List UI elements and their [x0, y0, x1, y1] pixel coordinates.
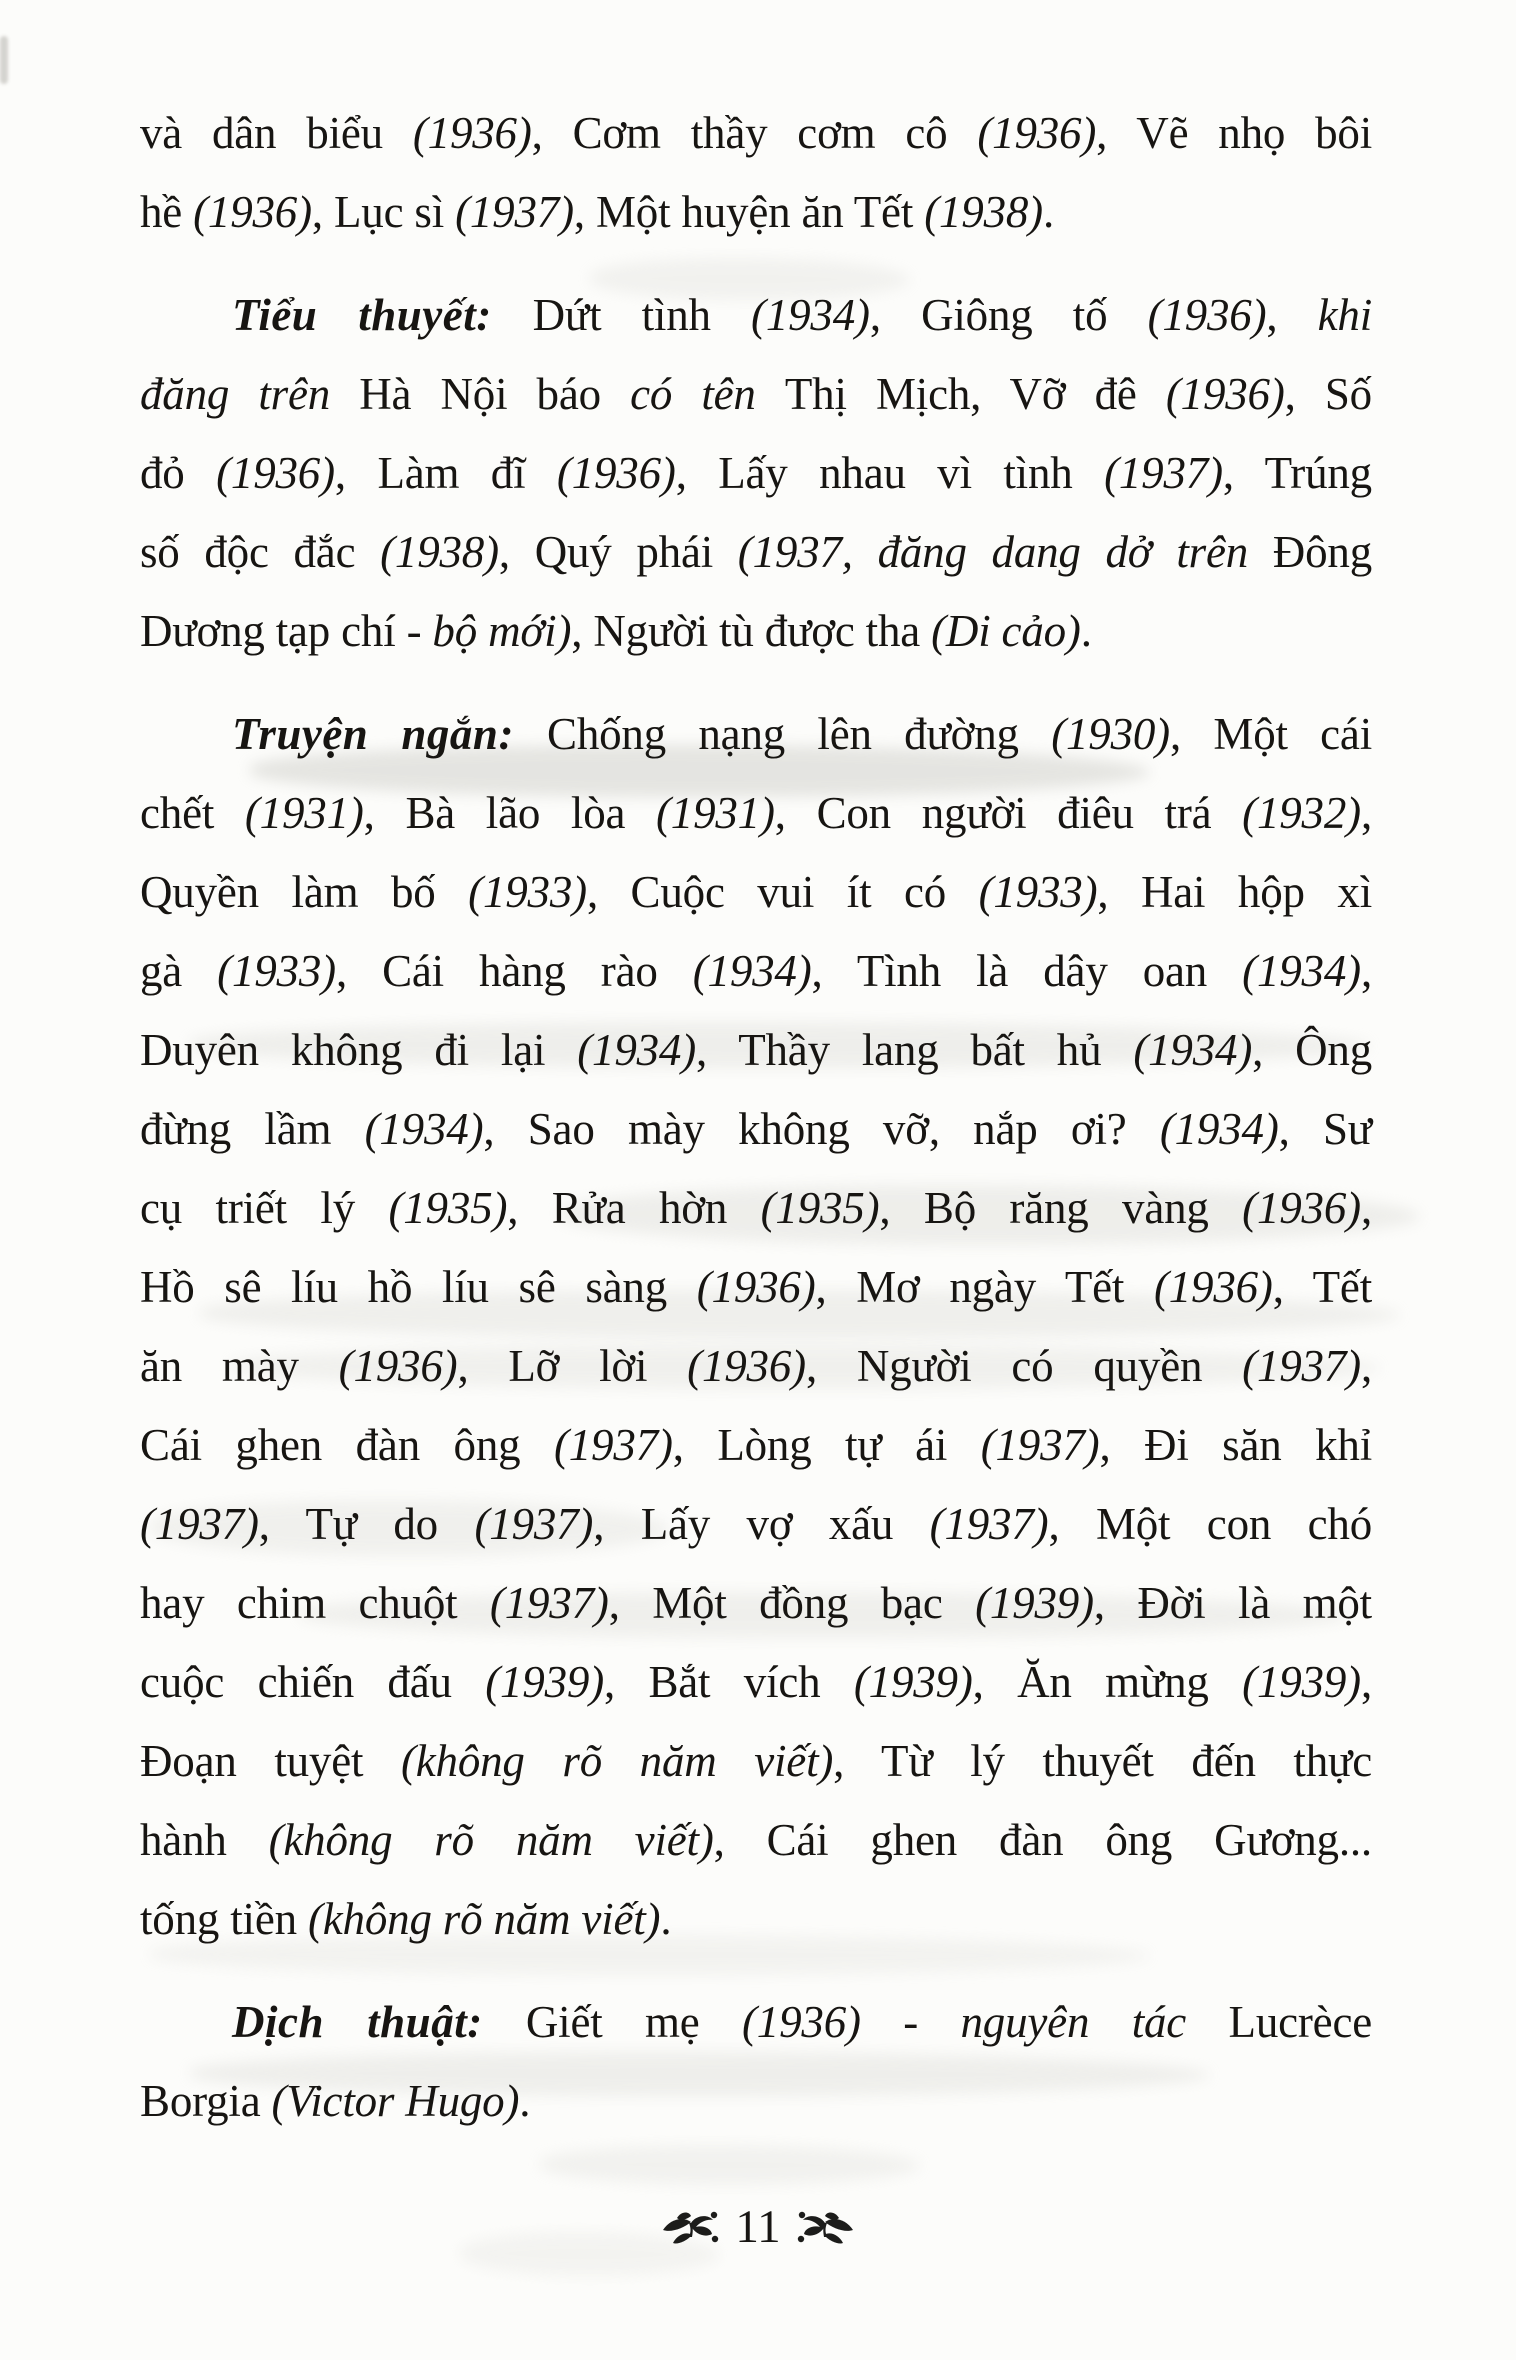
text-segment: Quyền làm bố: [140, 867, 469, 917]
text-segment: khi: [1317, 290, 1373, 340]
text-segment: Borgia: [140, 2076, 272, 2126]
text-segment: bộ mới): [432, 606, 572, 656]
text-segment: (1930): [1051, 709, 1170, 759]
text-segment: , Một cái: [1169, 709, 1372, 759]
text-segment: , Một huyện ăn Tết: [573, 187, 925, 237]
text-segment: (1934): [1133, 1025, 1253, 1075]
text-segment: (1934): [751, 290, 870, 340]
text-segment: đăng trên: [140, 369, 360, 419]
text-segment: Đông: [1272, 527, 1372, 577]
text-line: [140, 1090, 1372, 1169]
text-segment: (1939): [485, 1657, 604, 1707]
text-segment: .: [1080, 606, 1092, 656]
text-segment: nguyên tác: [960, 1997, 1229, 2047]
text-segment: -: [860, 1997, 961, 2047]
text-segment: , Mơ ngày Tết: [815, 1262, 1154, 1312]
text-segment: (1933): [217, 946, 336, 996]
text-line: [140, 1248, 1372, 1327]
text-segment: cuộc chiến đấu: [140, 1657, 486, 1707]
text-segment: , Bắt vích: [604, 1657, 854, 1707]
text-segment: (1934): [1242, 946, 1361, 996]
text-line: [140, 774, 1372, 853]
text-segment: và dân biểu: [140, 108, 413, 158]
text-segment: (1936): [338, 1341, 458, 1391]
text-segment: (1932): [1242, 788, 1361, 838]
text-segment: .: [519, 2076, 531, 2126]
floral-fleuron-right-icon: [797, 2210, 855, 2250]
text-segment: (1933): [468, 867, 587, 917]
text-line: [140, 1169, 1372, 1248]
text-segment: (Di cảo): [931, 606, 1081, 656]
text-segment: (1936): [687, 1341, 806, 1391]
text-segment: (1939): [853, 1657, 973, 1707]
text-line: [140, 434, 1372, 513]
text-segment: ,: [1360, 788, 1372, 838]
text-segment: (1937): [455, 187, 574, 237]
text-segment: , Lỡ lời: [457, 1341, 688, 1391]
text-segment: Thị Mịch, Vỡ đê: [784, 369, 1166, 419]
scan-smudge: [540, 2145, 920, 2185]
text-segment: , Quý phái: [498, 527, 738, 577]
text-segment: (không rõ năm viết): [307, 1894, 661, 1944]
text-segment: ,: [1360, 1341, 1372, 1391]
text-line: [140, 592, 1372, 671]
text-line: [140, 1722, 1372, 1801]
text-segment: ,: [1266, 290, 1318, 340]
text-line: [140, 853, 1372, 932]
text-line: [140, 1011, 1372, 1090]
paragraph: [140, 276, 1372, 671]
text-segment: (1936): [193, 187, 312, 237]
text-segment: đừng lầm: [140, 1104, 365, 1154]
text-segment: , Một đồng bạc: [608, 1578, 976, 1628]
text-segment: (1934): [364, 1104, 484, 1154]
text-segment: , Sư: [1278, 1104, 1372, 1154]
text-segment: Chống nạng lên đường: [547, 709, 1052, 759]
text-segment: , Lục sì: [311, 187, 456, 237]
text-segment: (1937): [980, 1420, 1100, 1470]
text-segment: , Giông tố: [869, 290, 1148, 340]
text-segment: (1936): [216, 448, 335, 498]
paragraph: [140, 94, 1372, 252]
text-line: [140, 932, 1372, 1011]
text-segment: , Thầy lang bất hủ: [696, 1025, 1134, 1075]
text-segment: (1934): [577, 1025, 697, 1075]
text-segment: Đoạn tuyệt: [140, 1736, 401, 1786]
text-segment: hay chim chuột: [140, 1578, 490, 1628]
text-line: [140, 1983, 1372, 2062]
text-segment: (không rõ năm viết): [268, 1815, 714, 1865]
text-segment: Hà Nội báo: [359, 369, 631, 419]
text-line: [140, 1564, 1372, 1643]
text-segment: (1934): [692, 946, 812, 996]
text-segment: đỏ: [140, 448, 217, 498]
text-segment: (1937): [474, 1499, 594, 1549]
text-segment: Dứt tình: [532, 290, 752, 340]
text-segment: , Bộ răng vàng: [879, 1183, 1243, 1233]
text-segment: , Cuộc vui ít có: [586, 867, 979, 917]
text-block: [140, 94, 1372, 2141]
text-segment: , Đời là một: [1093, 1578, 1372, 1628]
page-number: 11: [735, 2201, 781, 2253]
text-segment: (1935): [760, 1183, 880, 1233]
text-segment: (1935): [388, 1183, 508, 1233]
text-line: [140, 1327, 1372, 1406]
text-segment: (1937, đăng dang dở trên: [737, 527, 1273, 577]
text-segment: số độc đắc: [140, 527, 381, 577]
scan-edge-mark: [0, 36, 8, 84]
text-segment: , Con người điêu trá: [774, 788, 1243, 838]
text-segment: (1934): [1159, 1104, 1279, 1154]
text-segment: , Số: [1284, 369, 1372, 419]
text-segment: Tiểu thuyết:: [232, 290, 533, 340]
text-segment: , Cái hàng rào: [335, 946, 693, 996]
text-segment: (1936): [412, 108, 532, 158]
text-line: [140, 1801, 1372, 1880]
text-segment: , Lấy nhau vì tình: [675, 448, 1105, 498]
text-segment: , Tình là dây oan: [811, 946, 1243, 996]
text-segment: (1936): [742, 1997, 861, 2047]
text-segment: ,: [1360, 1657, 1372, 1707]
text-segment: , Đi săn khỉ: [1099, 1420, 1372, 1470]
text-segment: , Lấy vợ xấu: [593, 1499, 930, 1549]
text-line: [140, 695, 1372, 774]
text-segment: , Sao mày không vỡ, nắp ơi?: [483, 1104, 1160, 1154]
text-segment: , Làm đĩ: [334, 448, 557, 498]
text-line: [140, 355, 1372, 434]
text-segment: hề: [140, 187, 194, 237]
text-segment: , Một con chó: [1048, 1499, 1372, 1549]
text-segment: (1936): [696, 1262, 816, 1312]
text-segment: (1937): [553, 1420, 673, 1470]
text-segment: (1938): [924, 187, 1043, 237]
text-segment: (không rõ năm viết): [400, 1736, 834, 1786]
page-footer: [0, 2201, 1516, 2253]
text-segment: (1936): [1165, 369, 1285, 419]
text-segment: , Rửa hờn: [507, 1183, 761, 1233]
text-segment: Giết mẹ: [525, 1997, 743, 2047]
text-line: [140, 173, 1372, 252]
text-segment: ăn mày: [140, 1341, 339, 1391]
text-segment: có tên: [630, 369, 785, 419]
text-line: [140, 513, 1372, 592]
text-segment: (1938): [380, 527, 499, 577]
text-line: [140, 1485, 1372, 1564]
text-segment: Duyên không đi lại: [140, 1025, 578, 1075]
text-segment: , Người tù được tha: [571, 606, 932, 656]
text-segment: (1936): [1147, 290, 1267, 340]
text-segment: , Tết: [1272, 1262, 1373, 1312]
text-line: [140, 2062, 1372, 2141]
text-segment: (1939): [1242, 1657, 1361, 1707]
text-segment: (1936): [1153, 1262, 1273, 1312]
text-segment: (1937): [1104, 448, 1223, 498]
text-segment: (1937): [929, 1499, 1049, 1549]
text-segment: , Người có quyền: [805, 1341, 1243, 1391]
paragraph: [140, 695, 1372, 1959]
text-segment: (1937): [1242, 1341, 1361, 1391]
text-segment: Truyện ngắn:: [232, 709, 547, 759]
text-segment: Dịch thuật:: [232, 1997, 526, 2047]
text-segment: .: [1042, 187, 1055, 237]
text-segment: , Cơm thầy cơm cô: [531, 108, 978, 158]
text-segment: (1931): [244, 788, 364, 838]
text-segment: (1937): [140, 1499, 259, 1549]
text-segment: Dương tạp chí -: [140, 606, 433, 656]
text-segment: , Lòng tự ái: [672, 1420, 981, 1470]
text-segment: , Vẽ nhọ bôi: [1096, 108, 1372, 158]
text-segment: hành: [140, 1815, 269, 1865]
text-segment: gà: [140, 946, 218, 996]
text-segment: (1936): [977, 108, 1097, 158]
text-segment: (Victor Hugo): [271, 2076, 520, 2126]
text-segment: ,: [1360, 1183, 1372, 1233]
text-line: [140, 276, 1372, 355]
floral-fleuron-left-icon: [661, 2210, 719, 2250]
text-segment: (1936): [556, 448, 676, 498]
text-line: [140, 94, 1372, 173]
text-segment: (1933): [978, 867, 1098, 917]
text-segment: (1931): [656, 788, 775, 838]
text-segment: , Ông: [1252, 1025, 1373, 1075]
text-line: [140, 1880, 1372, 1959]
text-segment: chết: [140, 788, 245, 838]
text-segment: , Hai hộp xì: [1097, 867, 1372, 917]
text-segment: , Ăn mừng: [972, 1657, 1243, 1707]
text-segment: , Từ lý thuyết đến thực: [833, 1736, 1372, 1786]
paragraph: [140, 1983, 1372, 2141]
text-segment: ,: [1360, 946, 1372, 996]
text-line: [140, 1406, 1372, 1485]
text-segment: , Tự do: [258, 1499, 475, 1549]
text-segment: Hồ sê líu hồ líu sê sàng: [140, 1262, 697, 1312]
text-segment: , Cái ghen đàn ông Gương...: [713, 1815, 1372, 1865]
text-segment: cụ triết lý: [140, 1183, 389, 1233]
text-segment: tống tiền: [140, 1894, 308, 1944]
text-line: [140, 1643, 1372, 1722]
text-segment: (1937): [489, 1578, 609, 1628]
text-segment: , Trúng: [1222, 448, 1372, 498]
text-segment: .: [660, 1894, 672, 1944]
text-segment: Cái ghen đàn ông: [140, 1420, 554, 1470]
text-segment: (1936): [1242, 1183, 1361, 1233]
text-segment: Lucrèce: [1228, 1997, 1372, 2047]
text-segment: , Bà lão lòa: [363, 788, 656, 838]
text-segment: (1939): [975, 1578, 1094, 1628]
